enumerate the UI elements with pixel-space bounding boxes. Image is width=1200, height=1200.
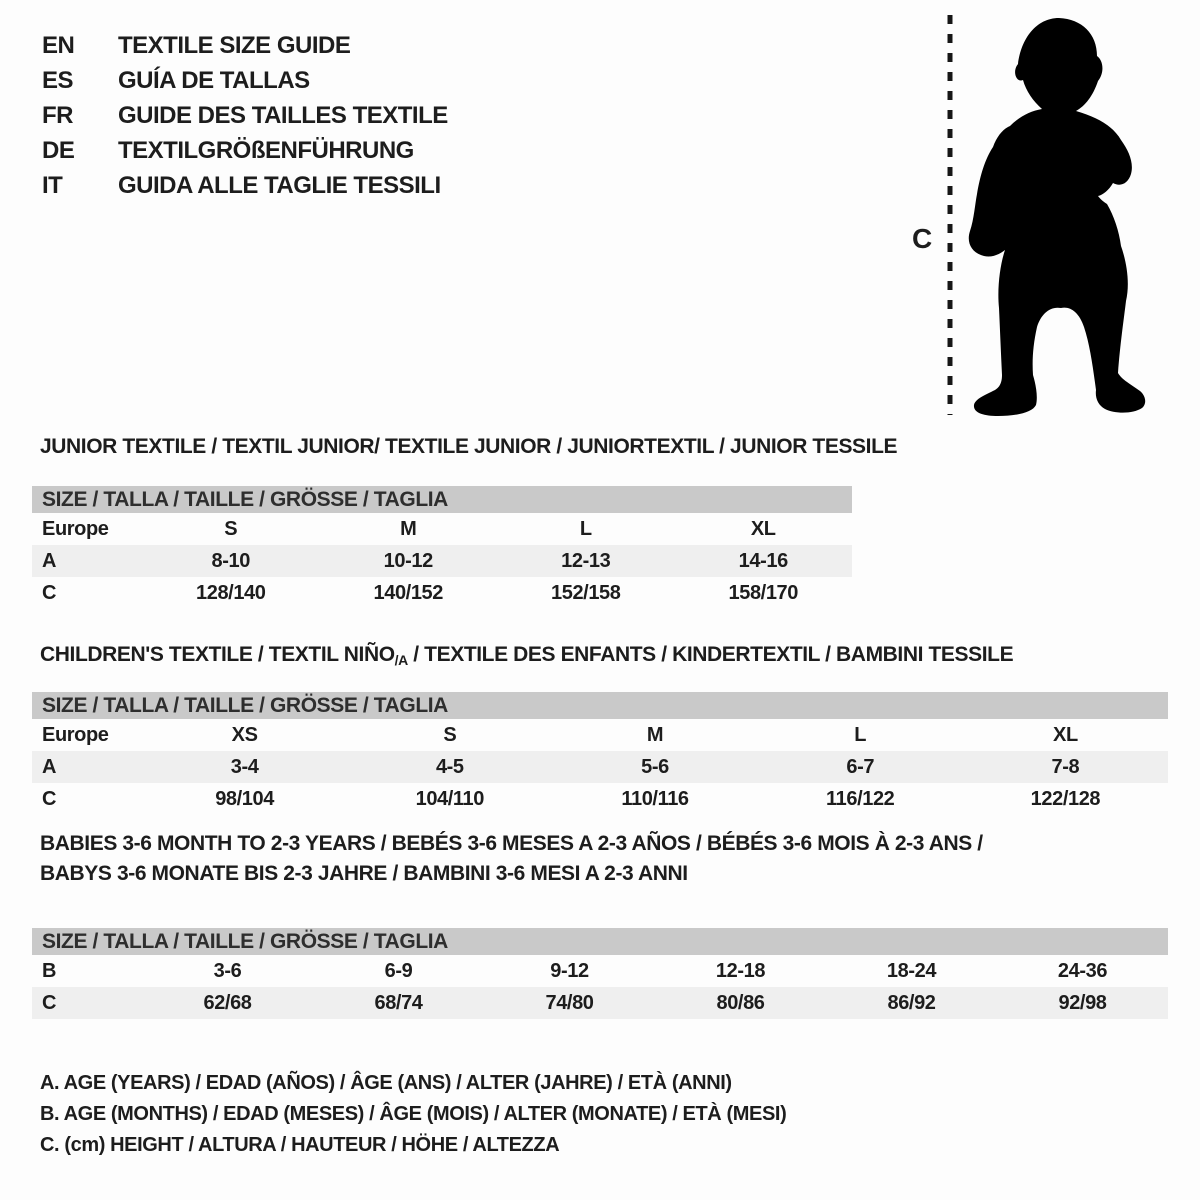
language-title-list — [42, 28, 448, 203]
junior-size-header-bar — [32, 486, 852, 513]
junior-age-row-label: A — [42, 549, 57, 572]
table-cell: 98/104 — [215, 787, 274, 810]
table-cell: 12-13 — [561, 549, 611, 572]
junior-size-table — [32, 513, 852, 609]
children-size-header-bar — [32, 692, 1168, 719]
table-cell: 104/110 — [415, 787, 484, 810]
children-size-table — [32, 719, 1168, 815]
table-cell: 62/68 — [203, 991, 252, 1014]
height-measure-label: C — [912, 223, 933, 254]
junior-height-row — [32, 577, 852, 609]
language-code-en: EN — [42, 31, 75, 59]
table-cell: 158/170 — [728, 581, 798, 604]
legend-age-years: A. AGE (YEARS) / EDAD (AÑOS) / ÂGE (ANS) / ALTER (JAHRE) / ETÀ (ANNI) — [40, 1072, 732, 1094]
children-size-l: L — [854, 723, 867, 746]
table-cell: 5-6 — [641, 755, 669, 778]
toddler-height-figure — [900, 0, 1200, 430]
junior-height-row-label: C — [42, 581, 57, 604]
table-cell: 92/98 — [1058, 991, 1107, 1014]
junior-region-label: Europe — [42, 517, 109, 540]
children-height-row-label: C — [42, 787, 57, 810]
table-cell: 6-9 — [384, 959, 413, 982]
table-cell: 110/116 — [621, 787, 689, 810]
table-cell: 80/86 — [716, 991, 765, 1014]
babies-height-row-label: C — [42, 991, 57, 1014]
children-size-m: M — [646, 723, 664, 746]
children-title-post: / TEXTILE DES ENFANTS / KINDERTEXTIL / BAMBINI TESSILE — [407, 643, 1014, 666]
babies-size-table — [32, 955, 1168, 1019]
legend-age-months: B. AGE (MONTHS) / EDAD (MESES) / ÂGE (MOIS) / ALTER (MONATE) / ETÀ (MESI) — [40, 1103, 787, 1125]
babies-months-row — [32, 955, 1168, 987]
table-cell: 122/128 — [1030, 787, 1101, 810]
guide-title-de: TEXTILGRÖßENFÜHRUNG — [118, 136, 414, 164]
table-cell: 10-12 — [383, 549, 433, 572]
language-row-es — [42, 63, 448, 98]
measurement-legend — [40, 1068, 786, 1161]
junior-size-xl: XL — [750, 517, 776, 540]
table-cell: 14-16 — [738, 549, 788, 572]
table-cell: 24-36 — [1057, 959, 1108, 982]
toddler-silhouette — [969, 18, 1145, 416]
language-code-fr: FR — [42, 101, 73, 129]
junior-header-row — [32, 513, 852, 545]
guide-title-es: GUÍA DE TALLAS — [118, 66, 310, 94]
table-cell: 3-6 — [213, 959, 242, 982]
children-size-xl: XL — [1053, 723, 1078, 746]
language-row-fr — [42, 98, 448, 133]
babies-height-row — [32, 987, 1168, 1019]
babies-section-title-line1: BABIES 3-6 MONTH TO 2-3 YEARS / BEBÉS 3-6 MESES A 2-3 AÑOS / BÉBÉS 3-6 MOIS À 2-3 ANS / — [40, 832, 983, 855]
table-cell: 68/74 — [374, 991, 423, 1014]
junior-size-s: S — [224, 517, 238, 540]
children-height-row — [32, 783, 1168, 815]
children-title-pre: CHILDREN'S TEXTILE / TEXTIL NIÑO — [40, 643, 395, 666]
babies-months-row-label: B — [42, 959, 57, 982]
junior-size-header-text: SIZE / TALLA / TAILLE / GRÖSSE / TAGLIA — [42, 488, 448, 511]
table-cell: 74/80 — [545, 991, 594, 1014]
children-age-row — [32, 751, 1168, 783]
table-cell: 18-24 — [886, 959, 937, 982]
junior-section-title: JUNIOR TEXTILE / TEXTIL JUNIOR/ TEXTILE JUNIOR / JUNIORTEXTIL / JUNIOR TESSILE — [40, 435, 898, 458]
children-size-s: S — [443, 723, 457, 746]
language-row-de — [42, 133, 448, 168]
junior-size-m: M — [400, 517, 417, 540]
children-size-header-text: SIZE / TALLA / TAILLE / GRÖSSE / TAGLIA — [42, 694, 448, 717]
table-cell: 4-5 — [435, 755, 464, 778]
legend-height-cm: C. (cm) HEIGHT / ALTURA / HAUTEUR / HÖHE / ALTEZZA — [40, 1134, 560, 1156]
children-region-label: Europe — [42, 723, 109, 746]
children-size-xs: XS — [231, 723, 258, 746]
children-age-row-label: A — [42, 755, 57, 778]
children-section-title — [40, 642, 1013, 668]
babies-size-header-text: SIZE / TALLA / TAILLE / GRÖSSE / TAGLIA — [42, 930, 448, 953]
language-row-it — [42, 168, 448, 203]
guide-title-fr: GUIDE DES TAILLES TEXTILE — [118, 101, 448, 129]
table-cell: 140/152 — [373, 581, 443, 604]
table-cell: 152/158 — [551, 581, 621, 604]
language-code-it: IT — [42, 171, 63, 199]
table-cell: 3-4 — [230, 755, 259, 778]
junior-size-l: L — [579, 517, 592, 540]
table-cell: 9-12 — [550, 959, 589, 982]
table-cell: 116/122 — [826, 787, 895, 810]
children-title-sub: /A — [394, 652, 408, 668]
babies-size-header-bar — [32, 928, 1168, 955]
table-cell: 86/92 — [887, 991, 936, 1014]
children-header-row — [32, 719, 1168, 751]
guide-title-it: GUIDA ALLE TAGLIE TESSILI — [118, 171, 441, 199]
babies-section-title-line2: BABYS 3-6 MONATE BIS 2-3 JAHRE / BAMBINI 3-6 MESI A 2-3 ANNI — [40, 862, 688, 885]
table-cell: 7-8 — [1051, 755, 1080, 778]
language-row-en — [42, 28, 448, 63]
table-cell: 12-18 — [715, 959, 766, 982]
table-cell: 128/140 — [196, 581, 266, 604]
language-code-es: ES — [42, 66, 74, 94]
table-cell: 8-10 — [211, 549, 250, 572]
table-cell: 6-7 — [846, 755, 875, 778]
language-code-de: DE — [42, 136, 75, 164]
guide-title-en: TEXTILE SIZE GUIDE — [118, 31, 351, 59]
junior-age-row — [32, 545, 852, 577]
